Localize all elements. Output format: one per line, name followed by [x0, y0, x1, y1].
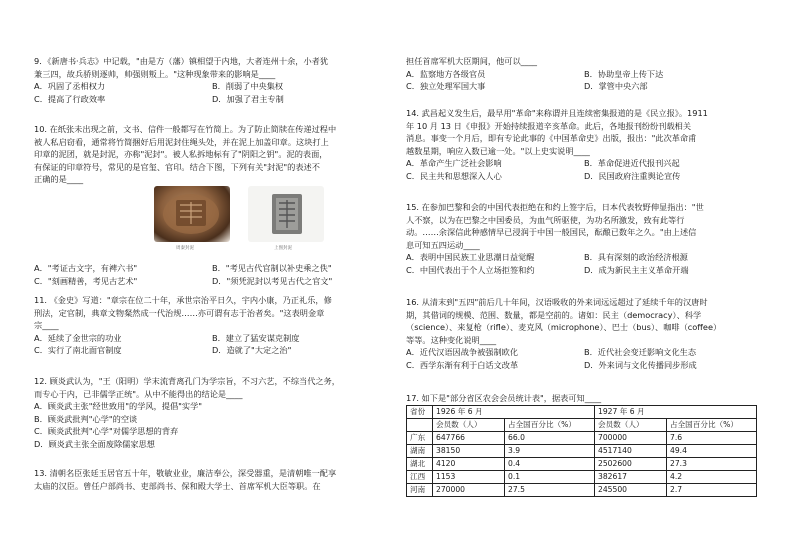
table-cell: 河南 — [407, 483, 433, 496]
question-13 — [34, 467, 396, 492]
table-row — [407, 444, 757, 457]
answer-option: C．实行了南北面官制度 — [34, 345, 122, 356]
stem-line: 越数星期，响应入数已逾一处。"以上史实说明____ — [406, 145, 590, 156]
table-row — [407, 470, 757, 483]
table-cell: 0.4 — [505, 457, 595, 470]
clay-seal-photo-left — [154, 186, 230, 242]
table-cell: 0.1 — [505, 470, 595, 483]
stem-line: 宗____ — [34, 320, 59, 331]
table-row — [407, 483, 757, 496]
stem-line: 12. 顾炎武认为，"王（阳明）学末流背离孔门为学宗旨，不习六艺，不综当代之务， — [34, 376, 340, 386]
stem-line: 17. 如下是"部分省区农会会员统计表"，据表可知____ — [406, 393, 602, 403]
answer-option: D．"须凭泥封以考见古代之官文" — [212, 275, 333, 286]
answer-option: D．造就了"大定之治" — [212, 345, 292, 356]
stem-line: 而专心于内，已非儒学正统"。从中不能得出的结论是____ — [34, 388, 243, 399]
header-members-1927: 会员数（人） — [595, 418, 667, 431]
question-13-stem-continued — [406, 55, 768, 68]
answer-option: C．顾炎武批判"心学"对儒学思想的背弃 — [34, 426, 179, 437]
table-cell: 66.0 — [505, 431, 595, 444]
question-16 — [406, 296, 768, 372]
table-cell: 1153 — [433, 470, 505, 483]
answer-option: D．掌管中央六部 — [584, 81, 648, 92]
table-cell: 647766 — [433, 431, 505, 444]
table-cell: 7.6 — [667, 431, 757, 444]
question-13-options — [406, 68, 768, 93]
stem-line: 14. 武昌起义发生后，最早用"革命"来称谓并且连续密集报道的是《民立报》。1911 — [406, 108, 708, 118]
header-members-1926: 会员数（人） — [433, 418, 505, 431]
stem-line: 息可知五四运动____ — [406, 239, 480, 250]
table-row — [407, 431, 757, 444]
stem-line: 印章的泥团，就是封泥，亦称"泥封"。被人私拆地标有了"阴阳之钥"。泥的表面， — [34, 149, 328, 160]
answer-option: D．顾炎武主张全面废除儒家思想 — [34, 438, 155, 449]
answer-option: B．建立了猛安谋克制度 — [212, 332, 300, 343]
question-9-options — [34, 80, 396, 105]
stem-line: 期，其借词的规模、范围、数量，都是空前的。诸如：民主（democracy）、科学 — [406, 309, 702, 320]
question-10-stem — [34, 123, 396, 186]
question-14-stem — [406, 107, 768, 157]
question-12-stem — [34, 375, 396, 400]
table-cell: 湖南 — [407, 444, 433, 457]
table-subheader-row — [407, 418, 757, 431]
question-11 — [34, 294, 396, 357]
question-9 — [34, 55, 396, 105]
answer-option: C．独立处理军国大事 — [406, 81, 486, 92]
stem-line: 刑法，定官制，典章文物粲然成一代治规……亦可谓有志于治者矣。"这表明金章 — [34, 307, 325, 318]
answer-option: A．监察地方各级官员 — [406, 68, 486, 79]
question-16-stem — [406, 296, 768, 346]
answer-option: B．协助皇帝上传下达 — [584, 68, 664, 79]
question-17 — [406, 392, 768, 497]
question-15-stem — [406, 201, 768, 251]
answer-option: A．表明中国民族工业思潮日益觉醒 — [406, 252, 535, 263]
answer-option: C．西学东渐有利于白话文改革 — [406, 359, 519, 370]
table-cell: 4120 — [433, 457, 505, 470]
answer-option: C．"刻画精善，考见古艺术" — [34, 275, 138, 286]
header-percent-1926: 占全国百分比（%） — [505, 418, 595, 431]
answer-option: B．具有深刻的政治经济根源 — [584, 252, 688, 263]
question-12 — [34, 375, 396, 451]
table-cell: 27.3 — [667, 457, 757, 470]
header-blank — [407, 418, 433, 431]
question-16-options — [406, 346, 768, 371]
table-cell: 3.9 — [505, 444, 595, 457]
stem-line: 人不察，以为在巴黎之中国委员，为血气所驱使，为功名所激发，致有此等行 — [406, 214, 685, 225]
table-cell: 湖北 — [407, 457, 433, 470]
header-province: 省份 — [407, 405, 433, 418]
stem-line: 等等。这种变化说明____ — [406, 334, 497, 345]
table-cell: 382617 — [595, 470, 667, 483]
clay-seal-photo-right — [248, 186, 324, 242]
table-cell: 2.7 — [667, 483, 757, 496]
stem-line: 9．《新唐书·兵志》中记载，"由是方（藩）镇相望于内地，大者连州十余，小者犹 — [34, 56, 329, 66]
answer-option: B．"考见古代官制以补史乘之佚" — [212, 262, 332, 273]
answer-option: A．顾炎武主张"经世致用"的学风，提倡"实学" — [34, 401, 203, 412]
answer-option: A．延续了金世宗的功业 — [34, 332, 122, 343]
question-12-options — [34, 400, 396, 450]
stem-line: （science）、来复枪（rifle）、麦克风（microphone）、巴士（bus）、咖啡（coffee） — [406, 322, 722, 333]
question-13-stem — [34, 467, 396, 492]
question-15-options — [406, 251, 768, 276]
table-cell: 4.2 — [667, 470, 757, 483]
answer-option: B．顾炎武批判"心学"的空谈 — [34, 413, 138, 424]
answer-option: D．加强了君主专制 — [212, 93, 284, 104]
table-cell: 270000 — [433, 483, 505, 496]
stem-line: 16. 从清末到"五四"前后几十年间，汉语吸收的外来词远远超过了延续千年的汉唐时 — [406, 297, 708, 307]
table-cell: 38150 — [433, 444, 505, 457]
stem-line: 11. 《金史》写道："章宗在位二十年，承世宗治平日久，宇内小康，乃正礼乐，修 — [34, 295, 332, 305]
clay-seal-caption-left: 周秦封泥 — [176, 245, 194, 251]
question-14 — [406, 107, 768, 183]
table-header-row — [407, 405, 757, 418]
stem-line: 13. 清朝名臣张廷玉居官五十年，敬敏业业，廉洁奉公，深受器重，是清朝唯一配享 — [34, 468, 337, 478]
stem-line: 10. 在纸张未出现之前，文书、信件一般都写在竹简上。为了防止简牍在传递过程中 — [34, 124, 337, 134]
answer-option: C．民主共和思想深入人心 — [406, 170, 502, 181]
table-cell: 广东 — [407, 431, 433, 444]
question-17-stem — [406, 392, 768, 405]
stem-line: 正确的是____ — [34, 174, 84, 185]
question-13-continued — [406, 55, 768, 93]
answer-option: B．近代社会变迁影响文化生态 — [584, 347, 697, 358]
stem-line: 兼三四，故兵骄则逐帅，帅强则叛上。"这种现象带来的影响是____ — [34, 68, 276, 79]
answer-option: D．成为新民主主义革命开端 — [584, 264, 689, 275]
table-cell: 4517140 — [595, 444, 667, 457]
stem-line: 动。……余深信此种感情早已浸润于中国一般国民，酝酿已数年之久。"由上述信 — [406, 227, 697, 238]
answer-option: A．近代汉语因战争被强制欧化 — [406, 347, 519, 358]
clay-seal-caption-right: 上图封泥 — [274, 245, 292, 251]
table-row — [407, 457, 757, 470]
answer-option: B．革命促进近代报刊兴起 — [584, 158, 680, 169]
table-cell: 700000 — [595, 431, 667, 444]
table-cell: 49.4 — [667, 444, 757, 457]
stem-line: 担任首席军机大臣期间，他可以____ — [406, 56, 538, 66]
farmers-association-table — [406, 405, 757, 497]
question-10-options — [34, 262, 396, 287]
question-15 — [406, 201, 768, 277]
table-cell: 27.5 — [505, 483, 595, 496]
answer-option: A．巩固了丞相权力 — [34, 81, 106, 92]
question-11-options — [34, 332, 396, 357]
question-14-options — [406, 157, 768, 182]
stem-line: 15. 在参加巴黎和会的中国代表拒绝在和约上签字后，日本代表牧野伸显指出："世 — [406, 202, 704, 212]
question-10 — [34, 123, 396, 287]
stem-line: 年 10 月 13 日《申报》开始持续报道辛亥革命。此后，各地报刊纷纷刊载相关 — [406, 120, 692, 131]
stem-line: 有保证的印章符号，常见的是官玺、官印。结合下图，下列有关"封泥"的表述不 — [34, 161, 320, 172]
stem-line: 被人私启窃看，通常将竹简捆好后用泥封住绳头处，并在泥上加盖印章。这块打上 — [34, 136, 329, 147]
stem-line: 消息。事变一个月后，即有专论此事的《中国革命史》出版，报出："此次革命甫 — [406, 133, 697, 144]
table-cell: 245500 — [595, 483, 667, 496]
table-cell: 2502600 — [595, 457, 667, 470]
header-period-1927: 1927 年 6 月 — [595, 405, 757, 418]
answer-option: A．"考证古文字，有裨六书" — [34, 262, 138, 273]
question-9-stem — [34, 55, 396, 80]
header-percent-1927: 占全国百分比（%） — [667, 418, 757, 431]
answer-option: B．削弱了中央集权 — [212, 81, 284, 92]
clay-seal-figure — [34, 186, 396, 262]
table-cell: 江西 — [407, 470, 433, 483]
answer-option: D．民国政府注重舆论宣传 — [584, 170, 681, 181]
answer-option: C．中国代表出于个人立场拒签和约 — [406, 264, 535, 275]
stem-line: 太庙的汉臣。曾任户部尚书、吏部尚书、保和殿大学士、首席军机大臣等职。在 — [34, 480, 321, 491]
answer-option: C．提高了行政效率 — [34, 93, 106, 104]
answer-option: A．革命产生广泛社会影响 — [406, 158, 502, 169]
question-11-stem — [34, 294, 396, 332]
header-period-1926: 1926 年 6 月 — [433, 405, 595, 418]
answer-option: D．外来词与文化传播同步形成 — [584, 359, 697, 370]
